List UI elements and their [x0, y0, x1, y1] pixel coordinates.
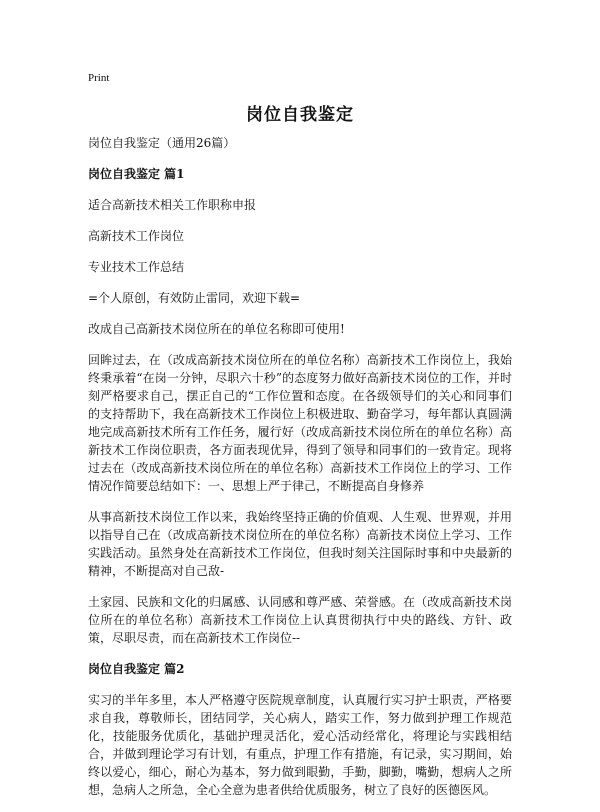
- section-heading-1: 岗位自我鉴定 篇1: [88, 167, 185, 181]
- line-2: 高新技术工作岗位: [88, 229, 185, 243]
- section-heading-2: 岗位自我鉴定 篇2: [88, 662, 185, 676]
- paragraph-2: 从事高新技术岗位工作以来，我始终坚持正确的价值观、人生观、世界观，并用以指导自己在（改成高新技术岗位所在的单位名称）高新技术岗位上学习、工作实践活动。虽然身处在高新技术工作岗位，但我时刻关注国际时事和中央最新的精神，不断提高对自己敌-: [88, 510, 512, 578]
- document-subtitle: 岗位自我鉴定（通用26篇）: [88, 136, 236, 150]
- document-body: [88, 134, 512, 812]
- page-title: 岗位自我鉴定: [246, 105, 354, 125]
- line-3: 专业技术工作总结: [88, 260, 185, 274]
- paragraph-4: 实习的半年多里，本人严格遵守医院规章制度，认真履行实习护士职责，严格要求自我，尊敬师长，团结同学，关心病人，踏实工作，努力做到护理工作规范化，技能服务优质化，基础护理灵活化，爱心活动经常化，将理论与实践相结合，并做到理论学习有计划，有重点，护理工作有措施，有记录，实习期间，始终以爱心，细心，耐心为基本，努力做到眼勤，手勤，脚勤，嘴勤，想病人之所想，急病人之所急，全心全意为患者供给优质服务，树立了良好的医德医风。: [88, 693, 512, 797]
- line-5: 改成自己高新技术岗位所在的单位名称即可使用!: [88, 322, 345, 336]
- line-1: 适合高新技术相关工作职称申报: [88, 198, 257, 212]
- line-4: =个人原创，有效防止雷同，欢迎下载=: [88, 291, 301, 305]
- print-label[interactable]: Print: [88, 72, 110, 84]
- paragraph-1: 回眸过去，在（改成高新技术岗位所在的单位名称）高新技术工作岗位上，我始终秉承着“在岗一分钟，尽职六十秒”的态度努力做好高新技术岗位的工作，并时刻严格要求自己，摆正自己的“工作位置和态度。在各级领导们的关心和同事们的支持帮助下，我在高新技术工作岗位上积极进取、勤奋学习，每年都认真圆满地完成高新技术所有工作任务，履行好（改成高新技术岗位所在的单位名称）高新技术工作岗位职责，各方面表现优异，得到了领导和同事们的一致肯定。现将过去在（改成高新技术岗位所在的单位名称）高新技术工作岗位上的学习、工作情况作简要总结如下：一、思想上严于律己，不断提高自身修养: [88, 353, 512, 493]
- paragraph-3: 土家园、民族和文化的归属感、认同感和尊严感、荣誉感。在（改成高新技术岗位所在的单位名称）高新技术工作岗位上认真贯彻执行中央的路线、方针、政策，尽职尽责，而在高新技术工作岗位--: [88, 595, 512, 645]
